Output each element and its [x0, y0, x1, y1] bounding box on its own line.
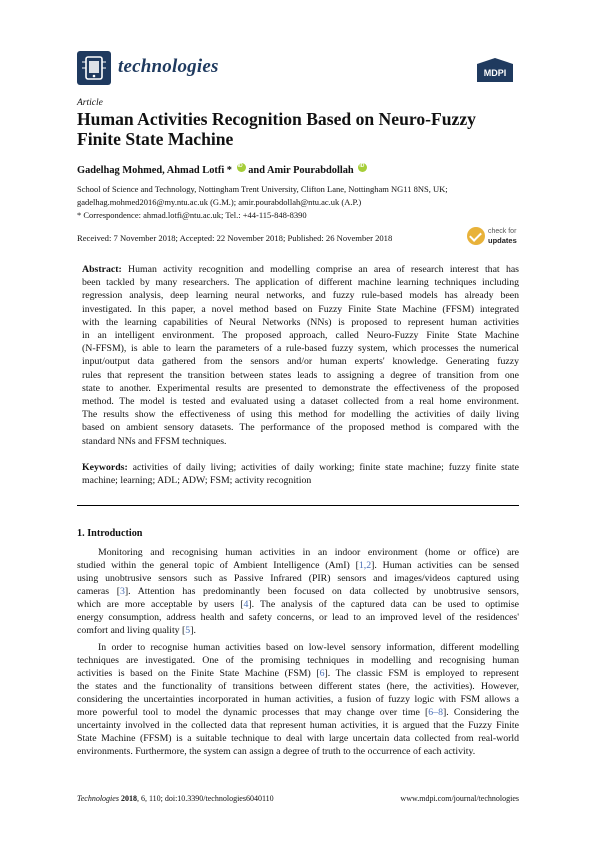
abstract-line: been tackled by many researchers. The application of different machine learning techniques including	[82, 277, 519, 289]
abstract-line: method. The model is tested and evaluated using a dataset collected from a real home environment.	[82, 396, 519, 407]
article-title	[77, 109, 527, 149]
journal-name[interactable]: technologies	[118, 56, 219, 77]
mdpi-logo-icon[interactable]	[473, 56, 517, 84]
keywords-label: Keywords:	[82, 462, 128, 473]
body-line: studied within the general topic of Ambient Intelligence (AmI) [1,2]. Human activities can be sensed	[77, 560, 520, 571]
affiliation-line: School of Science and Technology, Nottingham Trent University, Clifton Lane, Nottingham NG11 8NS, UK;	[77, 184, 448, 194]
citation-link[interactable]: 6	[319, 668, 325, 679]
publisher-name: MDPI	[483, 68, 507, 78]
body-line: cameras [3]. Attention has predominantly been focused on data collected by unobtrusive sensors,	[77, 586, 519, 597]
technologies-logo-icon	[77, 51, 111, 85]
body-line: Monitoring and recognising human activities in an indoor environment (home or office) are	[98, 547, 519, 558]
publication-dates: Received: 7 November 2018; Accepted: 22 November 2018; Published: 26 November 2018	[77, 233, 393, 243]
body-line: considering the uncertainties incorporated in human activities, a fusion of fuzzy logic with FSM allows a	[77, 694, 519, 705]
abstract-label: Abstract:	[82, 264, 122, 275]
title-line: Human Activities Recognition Based on Neuro-Fuzzy	[77, 109, 476, 129]
abstract-line: regression analysis, deep learning neural networks, and fuzzy rule-based models has already been	[82, 290, 519, 302]
body-line: In order to recognise human activities based on low-level sensory information, different modelling	[98, 642, 519, 653]
body-line: comfort and living quality [5].	[77, 625, 196, 636]
citation-link[interactable]: 6–8	[428, 707, 443, 718]
body-line: environments. Furthermore, the system can assign a degree of truth to the occurrence of each activity.	[77, 746, 476, 757]
abstract-line: Abstract: Human activity recognition and modelling comprise an area of research interest that has	[82, 264, 519, 275]
abstract-line: investigated. In this paper, a novel method based on Fuzzy Finite State Machine (FFSM) integrated	[82, 303, 519, 315]
abstract-line: standard NNs and FFSM techniques.	[82, 435, 227, 447]
check-for-updates-badge[interactable]	[467, 225, 519, 247]
author-list	[77, 163, 367, 176]
body-line: techniques are investigated. One of the promising techniques in modelling and recognising human	[77, 655, 519, 666]
check-badge-text: check for	[488, 228, 517, 235]
abstract-line: input/output data gathered from the sensors and/or human experts' knowledge. Generating fuzzy	[82, 356, 519, 368]
citation-link[interactable]: 4	[243, 599, 249, 610]
author-names: Gadelhag Mohmed, Ahmad Lotfi *	[77, 165, 233, 176]
affiliation-emails: gadelhag.mohmed2016@my.ntu.ac.uk (G.M.); amir.pourabdollah@ntu.ac.uk (A.P.)	[77, 197, 362, 207]
body-line: more powerful tool to model the dynamic processes that may change over time [6–8]. Considering the	[77, 707, 519, 718]
section-divider	[77, 505, 519, 506]
citation-link[interactable]: 3	[119, 586, 125, 597]
section-heading: 1. Introduction	[77, 528, 143, 539]
body-line: the states and the functionality of transitions between different states (here, the activities). However,	[77, 681, 519, 692]
journal-logo	[77, 51, 111, 85]
body-line: uncertainty involved in the collected data that represent human activities, it is argued that the Fuzzy Finite	[77, 720, 519, 731]
citation-link[interactable]: 1,2	[358, 560, 372, 571]
body-line: State Machine (FFSM) is a suitable technique to deal with large uncertain data collected from real-world	[77, 733, 519, 744]
body-line: which are more acceptable by users [4]. The analysis of the captured data can be used to optimise	[77, 599, 519, 610]
abstract-line: rules that represent the transition between states leads to assigning a degree of transition from one	[82, 369, 519, 381]
abstract-line: in an intelligent environment. The proposed approach, called Neuro-Fuzzy Finite State Machine	[82, 330, 519, 341]
keywords-line: Keywords: activities of daily living; activities of daily working; finite state machine; fuzzy finite state	[82, 462, 520, 473]
keywords-line: machine; learning; ADL; ADW; FSM; activity recognition	[82, 475, 312, 487]
abstract-line: (N-FFSM), is able to learn the parameters of a rule-based fuzzy system, which processes the numerical	[82, 343, 519, 355]
footer-citation: Technologies 2018, 6, 110; doi:10.3390/technologies6040110	[77, 794, 274, 803]
correspondence-line: * Correspondence: ahmad.lotfi@ntu.ac.uk; Tel.: +44-115-848-8390	[77, 210, 307, 220]
check-badge-text: updates	[488, 236, 517, 245]
citation-link[interactable]: 5	[185, 625, 191, 636]
orcid-icon[interactable]	[237, 163, 246, 172]
abstract-line: based on ambient sensory datasets. The performance of the proposed method is compared with the	[82, 422, 519, 434]
checkmark-icon	[467, 227, 485, 245]
abstract-line: with the learning capabilities of Neural Networks (NNs) is proposed to represent human activities	[82, 316, 519, 328]
abstract-line: The results show the effectiveness of using this method for modelling the activities of daily living	[82, 409, 519, 421]
article-type: Article	[77, 98, 103, 108]
author-names: and Amir Pourabdollah	[248, 165, 354, 176]
orcid-icon[interactable]	[358, 163, 367, 172]
abstract-line: state to another. Experimental results are presented to demonstrate the effectiveness of the proposed	[82, 382, 519, 394]
body-line: using unobtrusive sensors such as Passive Infrared (PIR) sensors and images/videos captured using	[77, 573, 519, 584]
body-line: energy consumption, address health and safety concerns, or lead to an improved level of the residences'	[77, 612, 519, 623]
title-line: Finite State Machine	[77, 129, 234, 149]
body-line: activities is based on the Finite State Machine (FSM) [6]. The classic FSM is employed to represent	[77, 668, 520, 679]
footer-url[interactable]: www.mdpi.com/journal/technologies	[400, 794, 519, 803]
